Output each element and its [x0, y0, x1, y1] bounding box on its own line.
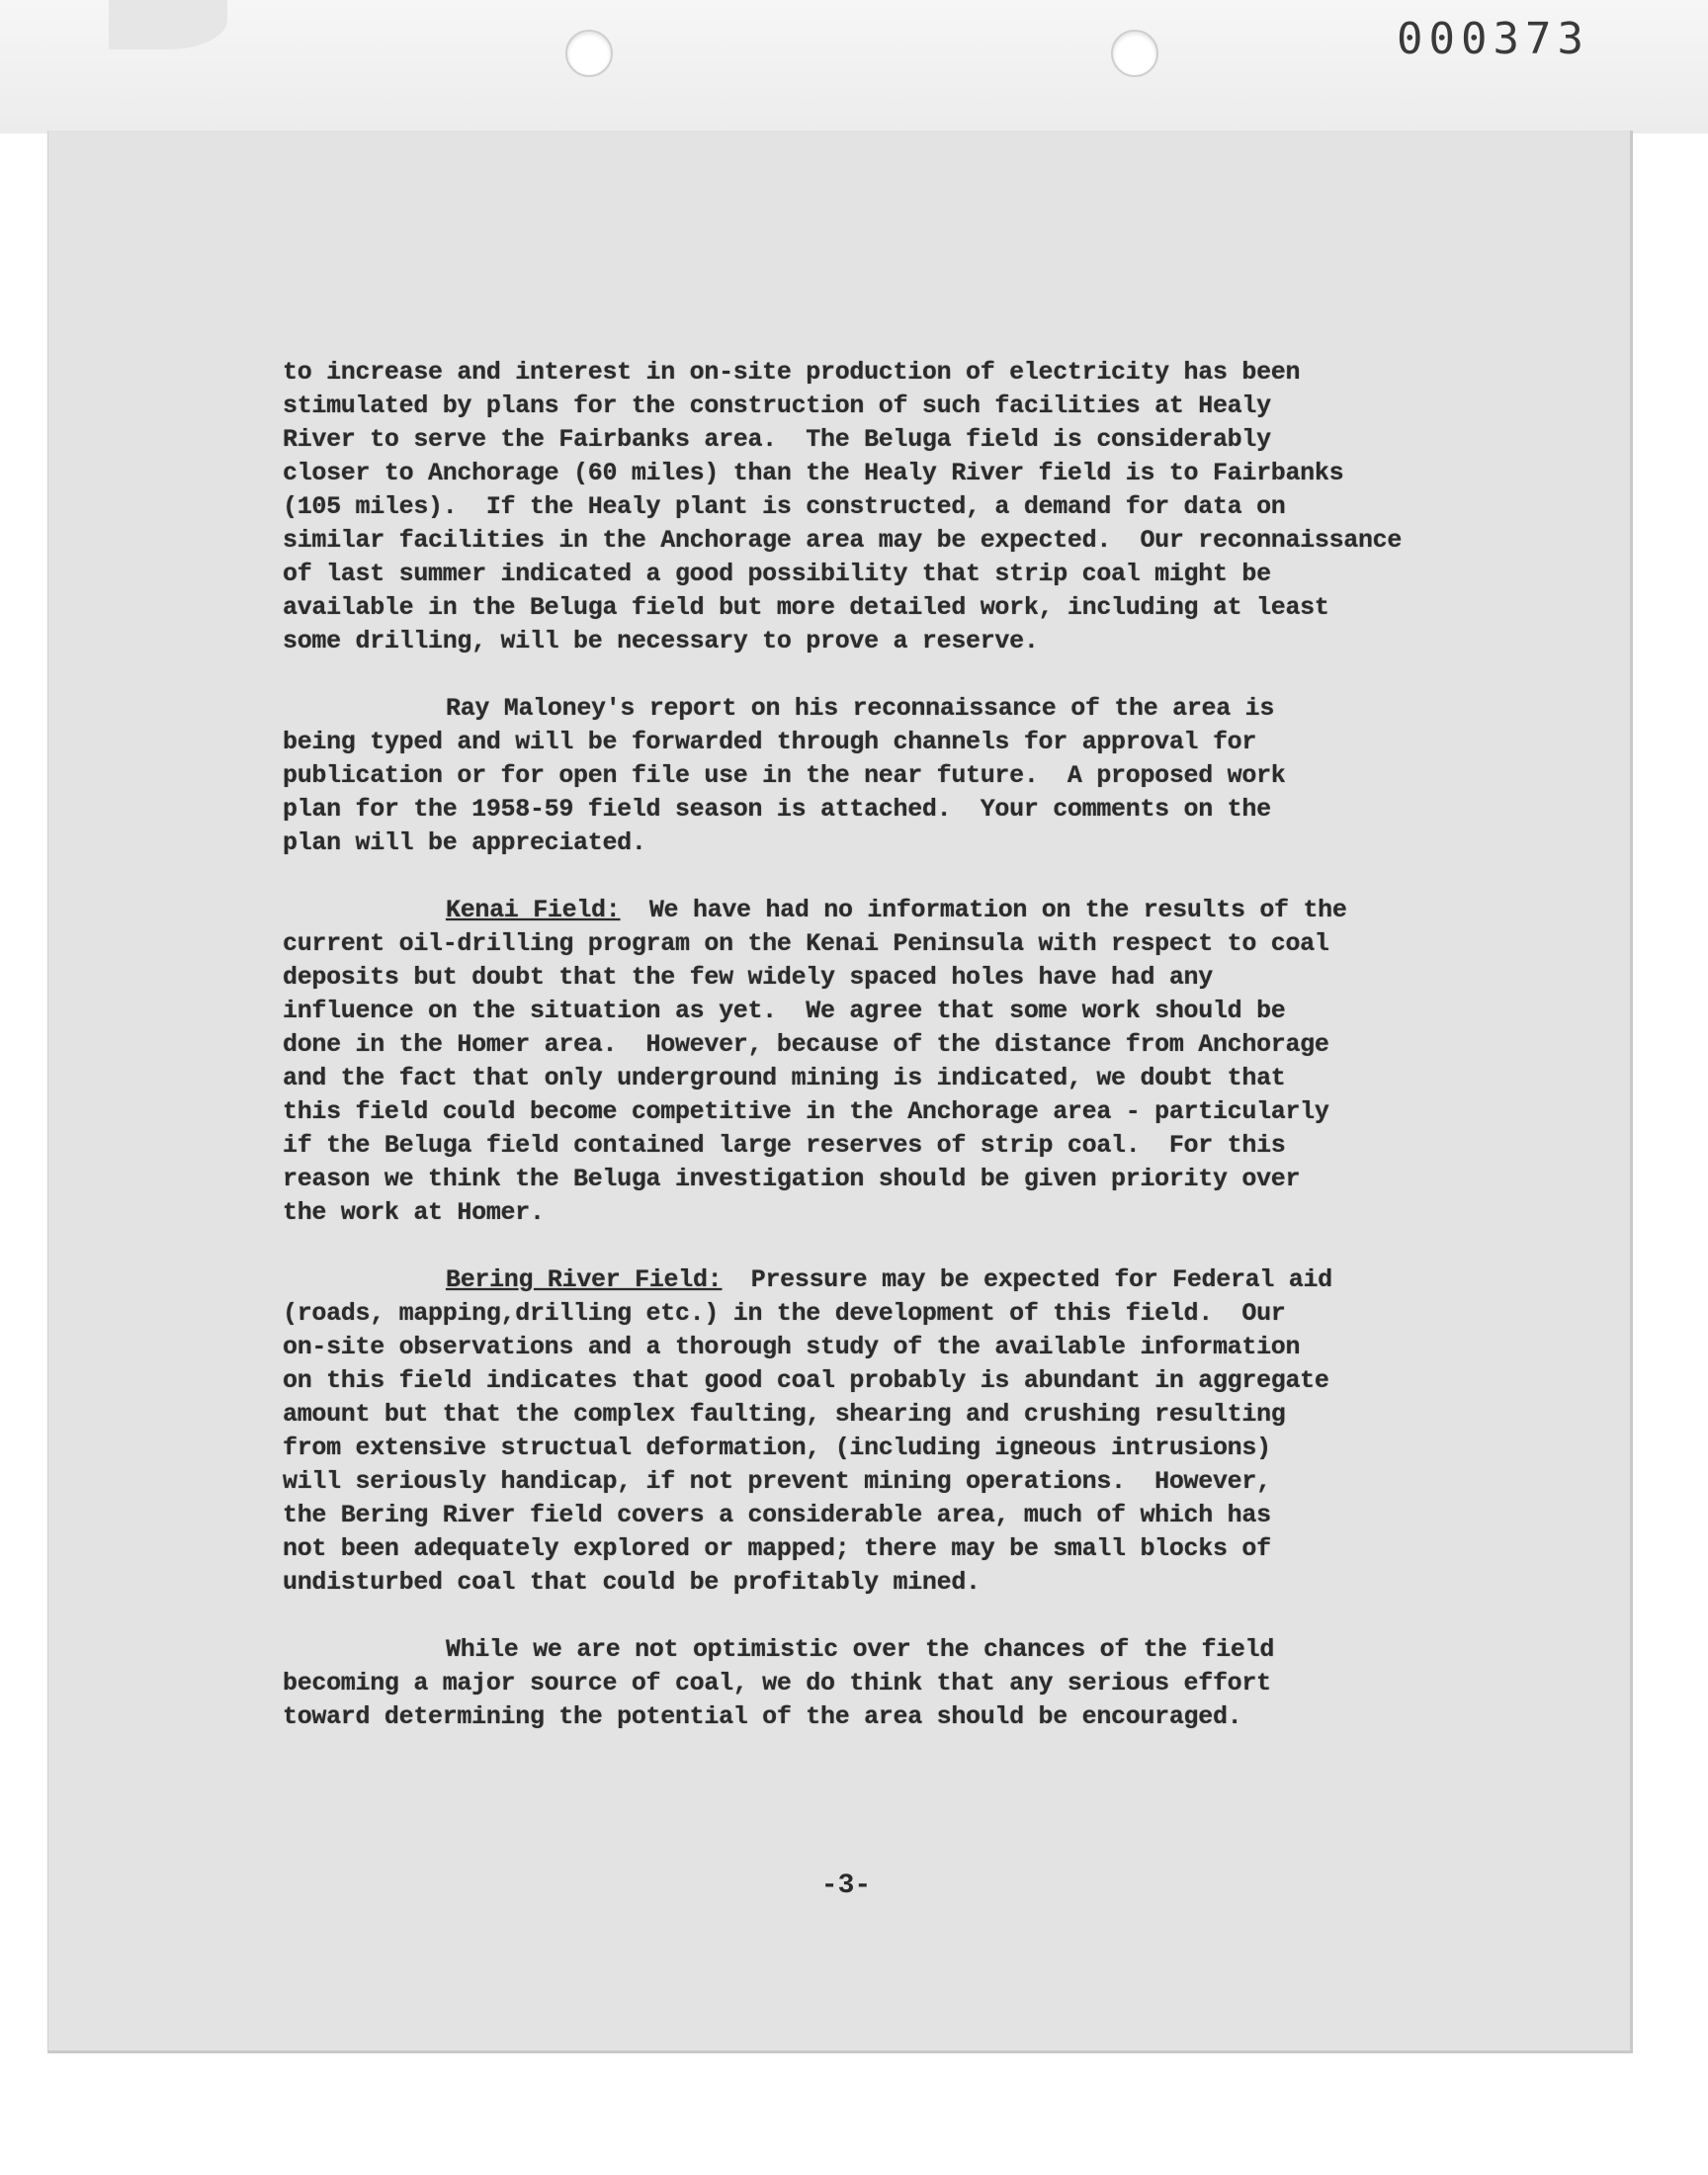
paragraph-kenai-field — [283, 894, 1568, 1230]
punch-hole-left — [565, 30, 613, 77]
paragraph-conclusion — [283, 1633, 1568, 1734]
paragraph-text: to increase and interest in on-site production of electricity has been stimulated by plans for the construction of such facilities at Healy River to serve the Fairbanks area. The Beluga field is considerably closer to Anchorage (60 miles) than the Healy River field is to Fairbanks (105 miles). If the Healy plant is constructed, a demand for data on similar facilities in the Anchorage area may be expected. Our reconnaissance of last summer indicated a good possibility that strip coal might be available in the Beluga field but more detailed work, including at least some drilling, will be necessary to prove a reserve. — [283, 358, 1403, 655]
paragraph-maloney-report — [283, 692, 1568, 860]
paragraph-bering-river-field — [283, 1263, 1568, 1600]
paragraph-text: While we are not optimistic over the chances of the field becoming a major source of coal, we do think that any serious effort toward determining the potential of the area should be encouraged. — [283, 1635, 1275, 1731]
section-heading-kenai-field: Kenai Field: — [446, 896, 621, 924]
section-heading-bering-river-field: Bering River Field: — [446, 1265, 723, 1294]
punch-hole-right — [1111, 30, 1158, 77]
paragraph-text: Pressure may be expected for Federal aid (roads, mapping,drilling etc.) in the development of this field. Our on-site observations and a thorough study of the available information on this field indicates that good coal probably is abundant in aggregate amount but that the complex faulting, shearing and crushing resulting from extensive structual deformation, (including igneous intrusions) will seriously handicap, if not prevent mining operations. However, the Bering River field covers a considerable area, much of which has not been adequately explored or mapped; there may be small blocks of undisturbed coal that could be profitably mined. — [283, 1265, 1332, 1597]
document-stamp-number: 000373 — [1397, 14, 1589, 64]
letter-body — [283, 356, 1568, 1768]
page-number: -3- — [820, 1870, 872, 1901]
paragraph-text: Ray Maloney's report on his reconnaissance of the area is being typed and will be forwarded through channels for approval for publication or for open file use in the near future. A proposed work plan for the 1958-59 field season is attached. Your comments on the plan will be appreciated. — [283, 694, 1286, 857]
paragraph-text: We have had no information on the results of the current oil-drilling program on the Kenai Peninsula with respect to coal deposits but doubt that the few widely spaced holes have had any influence on the situation as yet. We agree that some work should be done in the Homer area. However, because of the distance from Anchorage and the fact that only underground mining is indicated, we doubt that this field could become competitive in the Anchorage area - particularly if the Beluga field contained large reserves of strip coal. For this reason we think the Beluga investigation should be given priority over the work at Homer. — [283, 896, 1347, 1227]
paragraph-electricity — [283, 356, 1568, 658]
